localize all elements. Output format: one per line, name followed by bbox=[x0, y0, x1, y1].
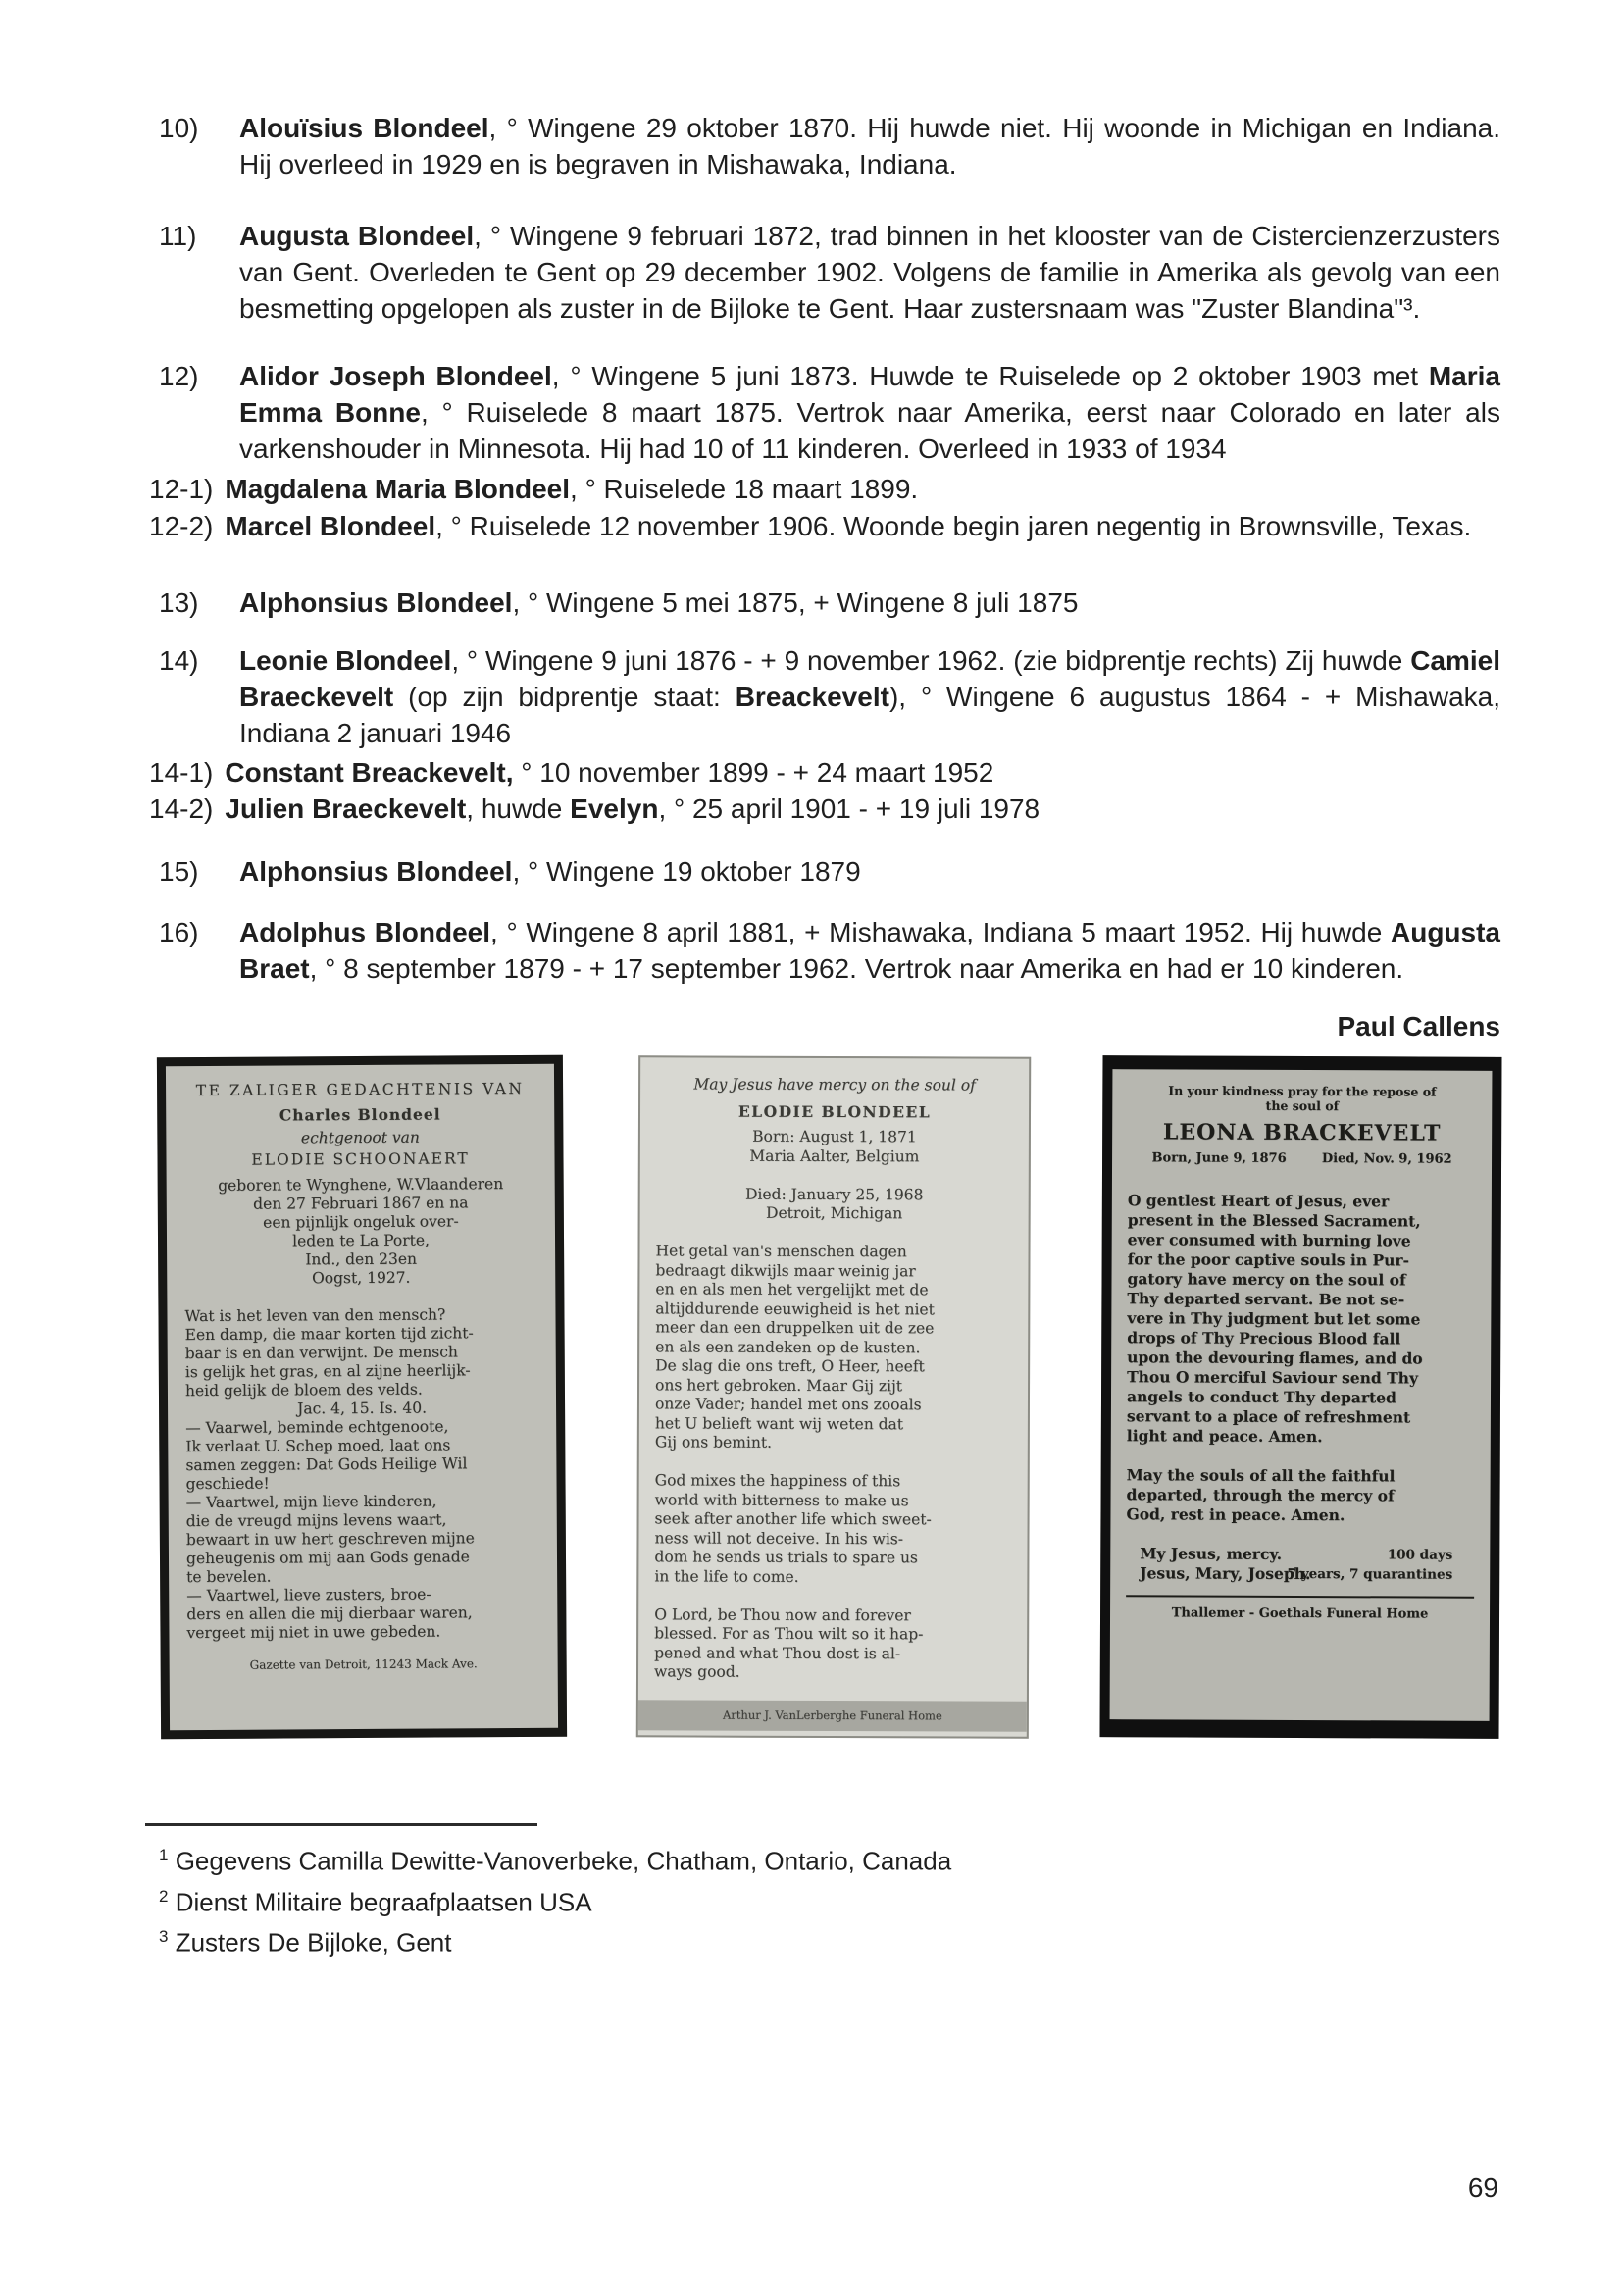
card-line: — Vaartwel, mijn lieve kinderen, bbox=[185, 1492, 437, 1512]
card-line: LEONA BRACKEVELT bbox=[1162, 1119, 1442, 1146]
entry-12-1-text bbox=[225, 474, 918, 504]
text-segment: Constant Breackevelt, bbox=[225, 757, 514, 788]
entry-12-2-number: 12-2) bbox=[149, 511, 214, 541]
text-segment: (op zijn bidprentje staat: bbox=[393, 682, 736, 712]
card-line: en en als men het vergelijkt met de bbox=[654, 1280, 929, 1299]
entry-13-number: 13) bbox=[159, 587, 199, 618]
memorial-card-charles-blondeel bbox=[157, 1055, 567, 1740]
text-segment: , ° Wingene 9 februari 1872, trad binnen in het klooster van de Cistercienzerzusters van Gent. Overleden te Gent op 29 december 1902. Volgens de familie in Amerika als gevolg van een besmetting opgelopen als zuster in de Bijloke te Gent. Haar zustersnaam was "Zuster Blandina"³. bbox=[239, 221, 1501, 324]
entry-12-1-number: 12-1) bbox=[149, 474, 214, 504]
text-segment: Alidor Joseph Blondeel bbox=[239, 361, 552, 391]
card-line: Charles Blondeel bbox=[279, 1104, 441, 1125]
card-line bbox=[654, 1586, 1011, 1606]
footnote-3-marker: 3 bbox=[159, 1927, 169, 1947]
card-line: My Jesus, mercy. bbox=[1140, 1544, 1283, 1563]
card-line: O gentlest Heart of Jesus, ever bbox=[1127, 1191, 1390, 1211]
entry-14-2-text bbox=[225, 793, 1040, 824]
card-line: vergeet mij niet in uwe gebeden. bbox=[186, 1622, 441, 1643]
card-line: light and peace. Amen. bbox=[1126, 1426, 1323, 1447]
card-line: May the souls of all the faithful bbox=[1126, 1465, 1396, 1486]
card-line: meer dan een druppelken uit de zee bbox=[654, 1318, 934, 1338]
footnote-1-text: Gegevens Camilla Dewitte-Vanoverbeke, Chatham, Ontario, Canada bbox=[175, 1846, 952, 1876]
card-line: heid gelijk de bloem des velds. bbox=[184, 1380, 423, 1400]
footnote-2 bbox=[159, 1879, 1500, 1920]
card-line: TE ZALIGER GEDACHTENIS VAN bbox=[195, 1079, 525, 1100]
entry-12-2 bbox=[149, 508, 1500, 544]
card-line bbox=[1127, 1446, 1475, 1467]
text-segment: Alphonsius Blondeel bbox=[239, 856, 513, 887]
footnote-1-marker: 1 bbox=[159, 1846, 169, 1864]
memorial-cards-row bbox=[159, 1056, 1500, 1738]
card-line: Ik verlaat U. Schep moed, laat ons bbox=[185, 1436, 451, 1456]
entry-13 bbox=[159, 585, 1500, 621]
card-line: O Lord, be Thou now and forever bbox=[653, 1604, 911, 1624]
card-line: Arthur J. VanLerberghe Funeral Home bbox=[637, 1700, 1026, 1732]
card-line: Thy departed servant. Be not se- bbox=[1127, 1289, 1405, 1309]
card-line: God mixes the happiness of this bbox=[654, 1471, 900, 1491]
text-segment: Evelyn bbox=[570, 793, 659, 824]
card-line: Died: January 25, 1968 bbox=[744, 1185, 923, 1203]
entry-14-number: 14) bbox=[159, 645, 199, 676]
card-line: Oogst, 1927. bbox=[312, 1268, 411, 1288]
card-line: echtgenoot van bbox=[300, 1128, 420, 1147]
card-line: gatory have mercy on the soul of bbox=[1127, 1269, 1406, 1290]
card-line: — Vaarwel, beminde echtgenoote, bbox=[185, 1417, 449, 1438]
entry-10-number: 10) bbox=[159, 113, 199, 143]
card-line: ELODIE SCHOONAERT bbox=[251, 1149, 470, 1169]
card-line: Born, June 9, 1876 Died, Nov. 9, 1962 bbox=[1151, 1150, 1452, 1167]
text-segment: Adolphus Blondeel bbox=[239, 917, 491, 947]
entry-12-2-text bbox=[225, 511, 1471, 541]
text-segment: Camiel Braeckevelt bbox=[239, 645, 1501, 712]
entry-16 bbox=[159, 914, 1500, 987]
card-line: De slag die ons treft, O Heer, heeft bbox=[654, 1356, 925, 1376]
entry-14-2-number: 14-2) bbox=[149, 793, 214, 824]
page-number: 69 bbox=[1467, 2172, 1498, 2203]
card-line: drops of Thy Precious Blood fall bbox=[1127, 1328, 1401, 1349]
entry-10-text bbox=[239, 113, 1500, 179]
text-segment: ° 10 november 1899 - + 24 maart 1952 bbox=[513, 757, 994, 788]
card-line: upon the devouring flames, and do bbox=[1127, 1348, 1423, 1368]
text-segment: Julien Braeckevelt bbox=[225, 793, 467, 824]
card-line: een pijnlijk ongeluk over- bbox=[263, 1212, 459, 1232]
card-line: te bevelen. bbox=[186, 1567, 272, 1587]
footnote-2-marker: 2 bbox=[159, 1886, 169, 1906]
card-line: den 27 Februari 1867 en na bbox=[253, 1194, 469, 1213]
card-line: ever consumed with burning love bbox=[1127, 1230, 1411, 1250]
text-segment: , ° 8 september 1879 - + 17 september 1962. Vertrok naar Amerika en had er 10 kinderen. bbox=[309, 953, 1404, 984]
text-segment: , huwde bbox=[466, 793, 571, 824]
entry-14-1-text bbox=[225, 757, 993, 788]
author-credit: Paul Callens bbox=[1337, 1011, 1500, 1042]
entry-14-text bbox=[239, 645, 1500, 748]
card-line: onze Vader; handel met ons zooals bbox=[654, 1395, 922, 1414]
entry-16-text bbox=[239, 917, 1500, 984]
entry-10 bbox=[159, 110, 1500, 182]
card-line: pened and what Thou dost is al- bbox=[653, 1643, 900, 1662]
text-segment: Marcel Blondeel bbox=[225, 511, 436, 541]
entry-11 bbox=[159, 218, 1500, 327]
card-line: is gelijk het gras, en al zijne heerlijk- bbox=[184, 1361, 471, 1382]
card-line: seek after another life which sweet- bbox=[654, 1509, 932, 1529]
card-line: Thou O merciful Saviour send Thy bbox=[1127, 1367, 1419, 1388]
card-line bbox=[655, 1223, 1012, 1244]
text-segment: Maria Emma Bonne bbox=[239, 361, 1501, 428]
card-line: ELODIE BLONDEEL bbox=[737, 1101, 931, 1121]
text-segment: , ° Wingene 5 mei 1875, + Wingene 8 juli 1875 bbox=[512, 587, 1079, 618]
card-line: for the poor captive souls in Pur- bbox=[1127, 1249, 1410, 1270]
footnotes-section bbox=[159, 1823, 1500, 1960]
card-line: geboren te Wynghene, W.Vlaanderen bbox=[218, 1175, 504, 1195]
card-line: Wat is het leven van den mensch? bbox=[184, 1305, 446, 1326]
text-segment: Augusta Blondeel bbox=[239, 221, 475, 251]
text-segment: Alouïsius Blondeel bbox=[239, 113, 489, 143]
text-segment: Augusta Braet bbox=[239, 917, 1500, 984]
page-content bbox=[149, 110, 1501, 1960]
card-line: Het getal van's menschen dagen bbox=[654, 1242, 907, 1261]
entry-11-number: 11) bbox=[159, 221, 197, 251]
card-line: Jac. 4, 15. Is. 40. bbox=[297, 1399, 428, 1418]
text-segment: , ° Wingene 8 april 1881, + Mishawaka, Indiana 5 maart 1952. Hij huwde bbox=[490, 917, 1391, 947]
card-line: bewaart in uw hert geschreven mijne bbox=[185, 1529, 475, 1550]
text-segment: , ° 25 april 1901 - + 19 juli 1978 bbox=[658, 793, 1040, 824]
text-segment: Leonie Blondeel bbox=[239, 645, 452, 676]
card-line: Thallemer - Goethals Funeral Home bbox=[1126, 1595, 1474, 1625]
entry-14-2 bbox=[149, 790, 1500, 827]
text-segment: Magdalena Maria Blondeel bbox=[225, 474, 571, 504]
card-line: Gazette van Detroit, 11243 Mack Ave. bbox=[249, 1656, 478, 1672]
card-line: bedraagt dikwijls maar weinig jar bbox=[654, 1260, 916, 1280]
card-line bbox=[654, 1452, 1011, 1473]
card-line: — Vaartwel, lieve zusters, broe- bbox=[186, 1585, 431, 1605]
entry-15-text bbox=[239, 856, 861, 887]
entry-14-1-number: 14-1) bbox=[149, 757, 214, 788]
card-line: dom he sends us trials to spare us bbox=[653, 1548, 918, 1567]
text-segment: , ° Ruiselede 12 november 1906. Woonde begin jaren negentig in Brownsville, Texas. bbox=[435, 511, 1472, 541]
card-line: Gij ons bemint. bbox=[654, 1433, 772, 1451]
card-line: in the life to come. bbox=[653, 1566, 799, 1586]
entry-13-text bbox=[239, 587, 1078, 618]
card-line: Ind., den 23en bbox=[305, 1249, 418, 1269]
card-line: die de vreugd mijns levens waart, bbox=[185, 1510, 447, 1531]
entry-14-1 bbox=[149, 754, 1500, 790]
text-segment: , ° Wingene 9 juni 1876 - + 9 november 1962. (zie bidprentje rechts) Zij huwde bbox=[451, 645, 1411, 676]
footnote-3-text: Zusters De Bijloke, Gent bbox=[175, 1927, 452, 1958]
card-line: ness will not deceive. In his wis- bbox=[653, 1528, 903, 1548]
card-line: angels to conduct Thy departed bbox=[1126, 1387, 1396, 1407]
card-line: servant to a place of refreshment bbox=[1126, 1406, 1411, 1427]
card-line: Detroit, Michigan bbox=[765, 1203, 902, 1223]
entry-16-number: 16) bbox=[159, 917, 199, 947]
text-segment: , ° Ruiselede 18 maart 1899. bbox=[570, 474, 919, 504]
footnote-2-text: Dienst Militaire begraafplaatsen USA bbox=[175, 1887, 592, 1917]
card-line: baar is en dan verwijnt. De mensch bbox=[184, 1343, 458, 1363]
card-line: blessed. For as Thou wilt so it hap- bbox=[653, 1624, 923, 1644]
card-line: Een damp, die maar korten tijd zicht- bbox=[184, 1324, 474, 1345]
entry-14 bbox=[159, 642, 1500, 751]
card-line: het U belieft want wij weten dat bbox=[654, 1413, 903, 1433]
text-segment: , ° Ruiselede 8 maart 1875. Vertrok naar Amerika, eerst naar Colorado en later als varkenshouder in Minnesota. Hij had 10 of 11 kinderen. Overleed in 1933 of 1934 bbox=[239, 397, 1500, 464]
card-line: Jesus, Mary, Joseph. bbox=[1140, 1563, 1311, 1584]
entry-15-number: 15) bbox=[159, 856, 199, 887]
entry-11-text bbox=[239, 221, 1500, 324]
card-line: present in the Blessed Sacrament, bbox=[1127, 1210, 1421, 1231]
card-line: vere in Thy judgment but let some bbox=[1127, 1308, 1421, 1329]
card-line: geheugenis om mij aan Gods genade bbox=[185, 1548, 470, 1568]
entry-12-text bbox=[239, 361, 1500, 464]
entry-15 bbox=[159, 853, 1500, 890]
card-line bbox=[1126, 1524, 1474, 1546]
card-line: world with bitterness to make us bbox=[654, 1490, 909, 1509]
text-segment: Alphonsius Blondeel bbox=[239, 587, 513, 618]
card-line bbox=[1128, 1171, 1476, 1193]
card-line bbox=[655, 1165, 1012, 1186]
text-segment: , ° Wingene 19 oktober 1879 bbox=[512, 856, 861, 887]
card-line: ons hert gebroken. Maar Gij zijt bbox=[654, 1375, 902, 1395]
footnote-1 bbox=[159, 1838, 1500, 1879]
entry-12 bbox=[159, 358, 1500, 467]
entry-12-1 bbox=[149, 471, 1500, 507]
card-line: Born: August 1, 1871 bbox=[751, 1127, 917, 1146]
card-line: departed, through the mercy of bbox=[1126, 1485, 1395, 1505]
entry-12-number: 12) bbox=[159, 361, 199, 391]
card-line: leden te La Porte, bbox=[292, 1231, 430, 1250]
card-line: Maria Aalter, Belgium bbox=[748, 1146, 919, 1165]
footnote-divider bbox=[145, 1823, 537, 1826]
card-line: ders en allen die mij dierbaar waren, bbox=[186, 1604, 473, 1624]
memorial-card-elodie-blondeel bbox=[635, 1055, 1030, 1738]
card-line: ways good. bbox=[653, 1662, 740, 1681]
footnote-3 bbox=[159, 1919, 1500, 1960]
card-line: altijddurende eeuwigheid is het niet bbox=[654, 1298, 935, 1318]
text-segment: ), ° Wingene 6 augustus 1864 - + Mishawaka, Indiana 2 januari 1946 bbox=[239, 682, 1500, 748]
card-line bbox=[184, 1287, 537, 1307]
card-line: the soul of bbox=[1265, 1097, 1340, 1114]
card-line: samen zeggen: Dat Gods Heilige Wil bbox=[185, 1454, 468, 1475]
card-line: In your kindness pray for the repose of bbox=[1168, 1083, 1437, 1099]
text-segment: , ° Wingene 5 juni 1873. Huwde te Ruiselede op 2 oktober 1903 met bbox=[551, 361, 1429, 391]
card-line: geschiede! bbox=[185, 1474, 270, 1494]
card-line: 7 years, 7 quarantines bbox=[1287, 1565, 1453, 1583]
card-line: 100 days bbox=[1387, 1547, 1453, 1563]
card-line: en als een zandeken op de kusten. bbox=[654, 1337, 920, 1356]
text-segment: , ° Wingene 29 oktober 1870. Hij huwde niet. Hij woonde in Michigan en Indiana. Hij overleed in 1929 en is begraven in Mishawaka, Indiana. bbox=[239, 113, 1500, 179]
card-line: May Jesus have mercy on the soul of bbox=[692, 1075, 976, 1095]
text-segment: Breackevelt bbox=[735, 682, 889, 712]
memorial-card-leona-brackevelt bbox=[1099, 1055, 1501, 1739]
card-line: God, rest in peace. Amen. bbox=[1126, 1504, 1345, 1525]
